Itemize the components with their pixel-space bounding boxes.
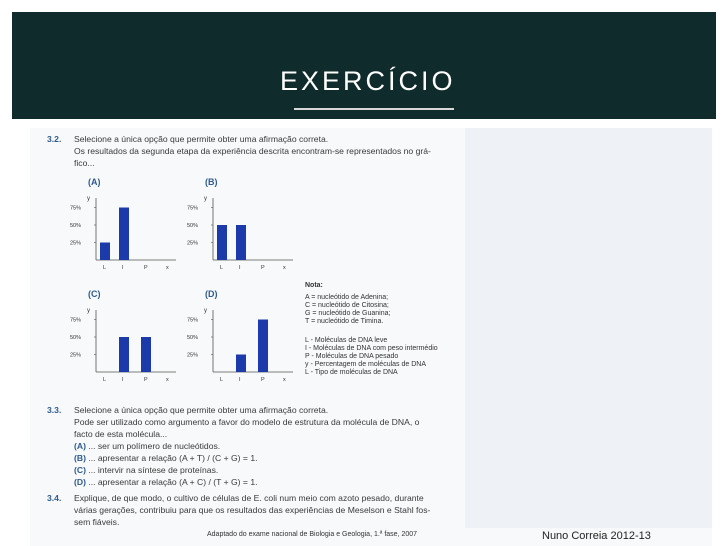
x-tick-label: I bbox=[122, 377, 124, 383]
question-3-4-number: 3.4. bbox=[47, 493, 62, 503]
y-tick-label: 25% bbox=[70, 352, 82, 359]
slide-header bbox=[12, 12, 716, 119]
x-axis-label: x bbox=[166, 377, 169, 383]
question-3-2-line-3: fico... bbox=[74, 158, 95, 168]
question-3-4-line-2: várias gerações, contribuiu para que os resultados das experiências de Meselson e Stahl fos- bbox=[74, 505, 431, 515]
y-axis-label: y bbox=[87, 196, 90, 202]
option-b bbox=[74, 452, 258, 464]
note-line: A = nucleótido de Adenina; bbox=[305, 294, 389, 301]
y-tick-label: 50% bbox=[187, 223, 199, 229]
chart-title: (B) bbox=[205, 177, 218, 187]
question-3-4-line-1: Explique, de que modo, o cultivo de células de E. coli num meio com azoto pesado, durante bbox=[74, 493, 424, 503]
x-tick-label: P bbox=[261, 265, 265, 271]
chart-title: (C) bbox=[88, 289, 101, 299]
y-axis-label: y bbox=[204, 196, 207, 202]
x-tick-label: I bbox=[239, 265, 241, 271]
notes-title: Nota: bbox=[305, 282, 323, 289]
y-tick-label: 75% bbox=[70, 317, 82, 324]
y-tick-label: 75% bbox=[187, 205, 199, 212]
option-text: ... ser um polímero de nucleótidos. bbox=[88, 441, 221, 451]
option-letter: (D) bbox=[74, 477, 86, 487]
x-tick-label: L bbox=[220, 265, 224, 271]
option-text: ... apresentar a relação (A + C) / (T + G) = 1. bbox=[88, 477, 258, 487]
x-tick-label: L bbox=[220, 377, 224, 383]
y-tick-label: 25% bbox=[187, 240, 199, 247]
note-line: L - Tipo de moléculas de DNA bbox=[305, 369, 398, 376]
x-tick-label: I bbox=[239, 377, 241, 383]
y-tick-label: 75% bbox=[70, 205, 82, 212]
question-3-4-line-3: sem fiáveis. bbox=[74, 517, 120, 527]
option-letter: (B) bbox=[74, 453, 86, 463]
chart-title: (D) bbox=[205, 289, 218, 299]
question-3-2-line-1: Selecione a única opção que permite obter uma afirmação correta. bbox=[74, 134, 329, 144]
x-tick-label: P bbox=[144, 377, 148, 383]
y-tick-label: 50% bbox=[70, 335, 82, 341]
option-text: ... apresentar a relação (A + T) / (C + G) = 1. bbox=[88, 453, 258, 463]
option-a bbox=[74, 440, 220, 452]
title-underline bbox=[294, 108, 454, 110]
x-tick-label: L bbox=[103, 377, 107, 383]
slide-title: EXERCÍCIO bbox=[280, 66, 456, 96]
question-3-2-number: 3.2. bbox=[47, 134, 62, 144]
y-tick-label: 75% bbox=[187, 317, 199, 324]
option-d bbox=[74, 476, 258, 488]
note-line: C = nucleótido de Citosina; bbox=[305, 302, 389, 309]
note-line: I - Moléculas de DNA com peso intermédio bbox=[305, 345, 438, 352]
x-tick-label: L bbox=[103, 265, 107, 271]
question-3-3-line-2: Pode ser utilizado como argumento a favor do modelo de estrutura da molécula de DNA, o bbox=[74, 417, 420, 427]
chart-title: (A) bbox=[88, 177, 101, 187]
page-right-panel bbox=[465, 128, 712, 528]
question-3-3-line-3: facto de esta molécula... bbox=[74, 429, 168, 439]
x-axis-label: x bbox=[283, 265, 286, 271]
y-tick-label: 25% bbox=[70, 240, 82, 247]
y-tick-label: 25% bbox=[187, 352, 199, 359]
note-line: T = nucleótido de Timina. bbox=[305, 318, 384, 325]
source-caption: Adaptado do exame nacional de Biologia e Geologia, 1.ª fase, 2007 bbox=[207, 531, 418, 538]
note-line: P - Moléculas de DNA pesado bbox=[305, 353, 399, 360]
x-tick-label: I bbox=[122, 265, 124, 271]
y-axis-label: y bbox=[204, 308, 207, 314]
note-line: L - Moléculas de DNA leve bbox=[305, 337, 388, 344]
option-c bbox=[74, 464, 218, 476]
option-text: ... intervir na síntese de proteínas. bbox=[88, 465, 219, 475]
y-axis-label: y bbox=[87, 308, 90, 314]
question-3-3-number: 3.3. bbox=[47, 405, 62, 415]
y-tick-label: 50% bbox=[187, 335, 199, 341]
x-axis-label: x bbox=[283, 377, 286, 383]
question-3-2-line-2: Os resultados da segunda etapa da experiência descrita encontram-se representados no grá- bbox=[74, 146, 431, 156]
x-tick-label: P bbox=[261, 377, 265, 383]
x-tick-label: P bbox=[144, 265, 148, 271]
y-tick-label: 50% bbox=[70, 223, 82, 229]
note-line: y - Percentagem de moléculas de DNA bbox=[305, 361, 426, 368]
footer-author: Nuno Correia 2012-13 bbox=[542, 530, 651, 542]
question-3-3-line-1: Selecione a única opção que permite obter uma afirmação correta. bbox=[74, 405, 329, 415]
option-letter: (C) bbox=[74, 465, 86, 475]
option-letter: (A) bbox=[74, 441, 86, 451]
note-line: G = nucleótido de Guanina; bbox=[305, 310, 391, 317]
x-axis-label: x bbox=[166, 265, 169, 271]
